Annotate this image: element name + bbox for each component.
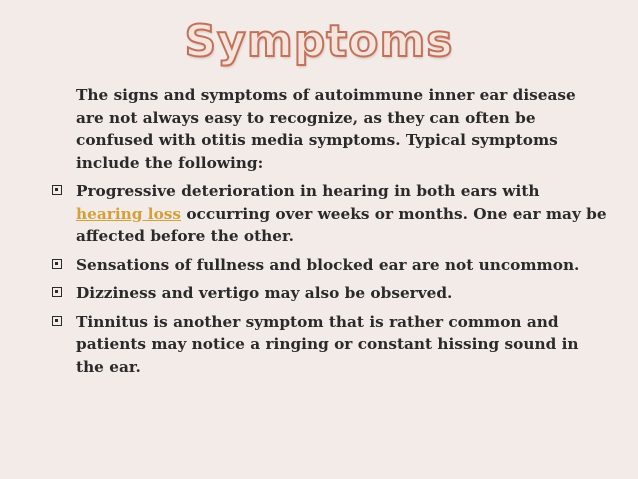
hearing-loss-link[interactable]: hearing loss <box>76 204 182 223</box>
square-bullet-icon <box>52 185 62 195</box>
bullet-item-3 <box>48 282 608 305</box>
bullet-item-2 <box>48 254 608 277</box>
bullet-text-4: Tinnitus is another symptom that is rather common and patients may notice a ringing or constant hissing sound in the ear. <box>76 312 579 376</box>
bullet-text-3: Dizziness and vertigo may also be observed. <box>76 284 453 302</box>
bullet-text-2: Sensations of fullness and blocked ear are not uncommon. <box>76 255 580 274</box>
bullet-item-1 <box>48 180 608 248</box>
bullet-text-1a: Progressive deterioration in hearing in both ears with <box>76 182 540 200</box>
slide-title: Symptoms <box>184 16 454 67</box>
bullet-item-4 <box>48 311 608 379</box>
slide-content <box>48 84 608 378</box>
square-bullet-icon <box>52 259 62 269</box>
square-bullet-icon <box>52 287 62 297</box>
intro-paragraph: The signs and symptoms of autoimmune inner ear disease are not always easy to recognize, as they can often be confused with otitis media symptoms. Typical symptoms include the following: <box>76 86 576 172</box>
bullet-text-1b: occurring over weeks or months. One ear may be affected before the other. <box>76 204 607 245</box>
square-bullet-icon <box>52 316 62 326</box>
